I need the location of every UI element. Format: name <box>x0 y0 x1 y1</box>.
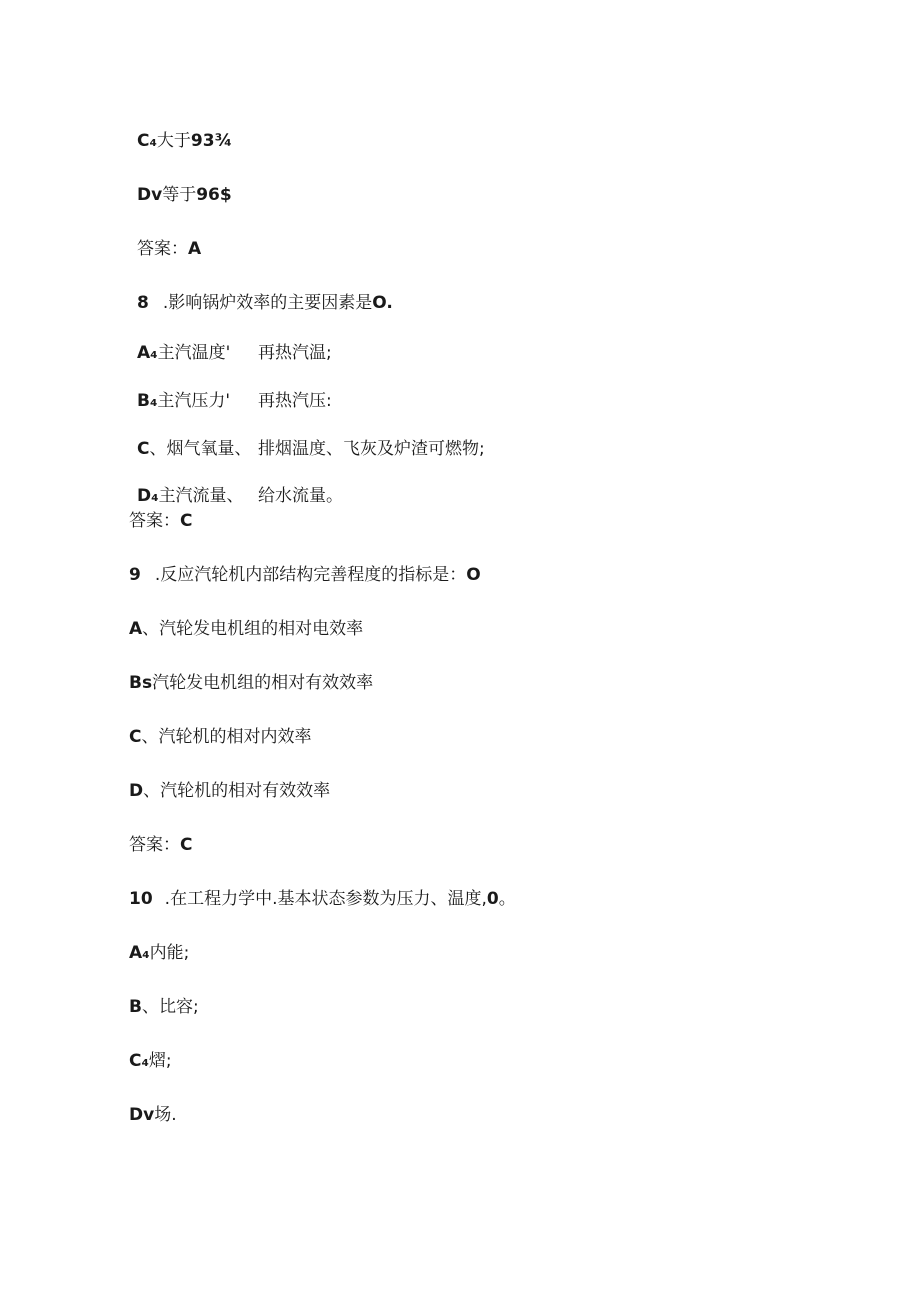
question-blank: O. <box>372 293 393 313</box>
question-8-option-c-second <box>258 438 485 460</box>
option-text: 大于 <box>156 131 191 151</box>
option-c-line <box>137 130 232 152</box>
option-text: 、汽轮机的相对内效率 <box>141 727 312 747</box>
question-8-option-d-second <box>258 485 343 507</box>
question-8-option-c <box>137 438 251 460</box>
option-label: Dv <box>129 1105 155 1125</box>
option-label: A₄ <box>129 943 150 963</box>
answer-value: C <box>180 835 193 855</box>
question-10-option-c <box>129 1050 172 1072</box>
option-label: D <box>129 781 144 801</box>
question-10-option-a <box>129 942 189 964</box>
answer-label: 答案： <box>137 239 188 259</box>
question-10-option-d <box>129 1104 177 1126</box>
question-8 <box>137 292 393 314</box>
option-label: A₄ <box>137 343 158 363</box>
question-blank: 0 <box>486 889 499 909</box>
question-10-option-b <box>129 996 199 1018</box>
option-label: C <box>137 439 150 459</box>
option-text: 主汽流量、 <box>158 486 244 506</box>
option-value: 96$ <box>196 185 232 205</box>
option-label: Dv <box>137 185 163 205</box>
answer-line <box>137 238 201 260</box>
answer-line <box>129 510 192 532</box>
option-text: 再热汽压: <box>258 391 332 411</box>
question-10 <box>129 888 516 910</box>
option-label: C₄ <box>129 1051 149 1071</box>
answer-line <box>129 834 192 856</box>
question-8-option-a-second <box>258 342 332 364</box>
question-number: 8 <box>137 293 149 313</box>
answer-label: 答案： <box>129 835 180 855</box>
option-text: 给水流量。 <box>258 486 343 506</box>
option-label: C₄ <box>137 131 157 151</box>
option-label: C <box>129 727 142 747</box>
question-9-option-d <box>129 780 330 802</box>
question-8-option-b-second <box>258 390 332 412</box>
option-text: 主汽压力' <box>157 391 231 411</box>
answer-value: A <box>188 239 202 259</box>
option-text: 、汽轮发电机组的相对电效率 <box>142 619 364 639</box>
option-label: B₄ <box>137 391 158 411</box>
option-text: 汽轮发电机组的相对有效效率 <box>152 673 374 693</box>
option-text: 、比容; <box>141 997 199 1017</box>
option-label: B <box>129 997 142 1017</box>
question-8-option-b <box>137 390 230 412</box>
option-text: 再热汽温; <box>258 343 332 363</box>
option-label: Bs <box>129 673 153 693</box>
question-8-option-a <box>137 342 230 364</box>
option-text: 熠; <box>148 1051 172 1071</box>
option-text: 主汽温度' <box>157 343 231 363</box>
option-label: A <box>129 619 143 639</box>
question-text: .反应汽轮机内部结构完善程度的指标是： <box>154 565 467 585</box>
question-9-option-a <box>129 618 363 640</box>
option-text: 、烟气氧量、 <box>149 439 252 459</box>
option-text: 、汽轮机的相对有效效率 <box>143 781 331 801</box>
question-number: 10 <box>129 889 153 909</box>
question-number: 9 <box>129 565 141 585</box>
option-d-line <box>137 184 232 206</box>
answer-label: 答案： <box>129 511 180 531</box>
question-8-option-d <box>137 485 244 507</box>
question-9 <box>129 564 481 586</box>
option-label: D₄ <box>137 486 159 506</box>
option-text: 等于 <box>162 185 197 205</box>
question-9-option-b <box>129 672 373 694</box>
question-text: .影响锅炉效率的主要因素是 <box>162 293 373 313</box>
option-value: 93¾ <box>190 131 233 151</box>
option-text: 排烟温度、飞灰及炉渣可燃物; <box>258 439 485 459</box>
question-tail: 。 <box>498 889 516 909</box>
option-text: 场. <box>154 1105 177 1125</box>
question-text: .在工程力学中.基本状态参数为压力、温度, <box>164 889 487 909</box>
question-9-option-c <box>129 726 311 748</box>
question-blank: O <box>466 565 481 585</box>
option-text: 内能; <box>149 943 190 963</box>
answer-value: C <box>180 511 193 531</box>
